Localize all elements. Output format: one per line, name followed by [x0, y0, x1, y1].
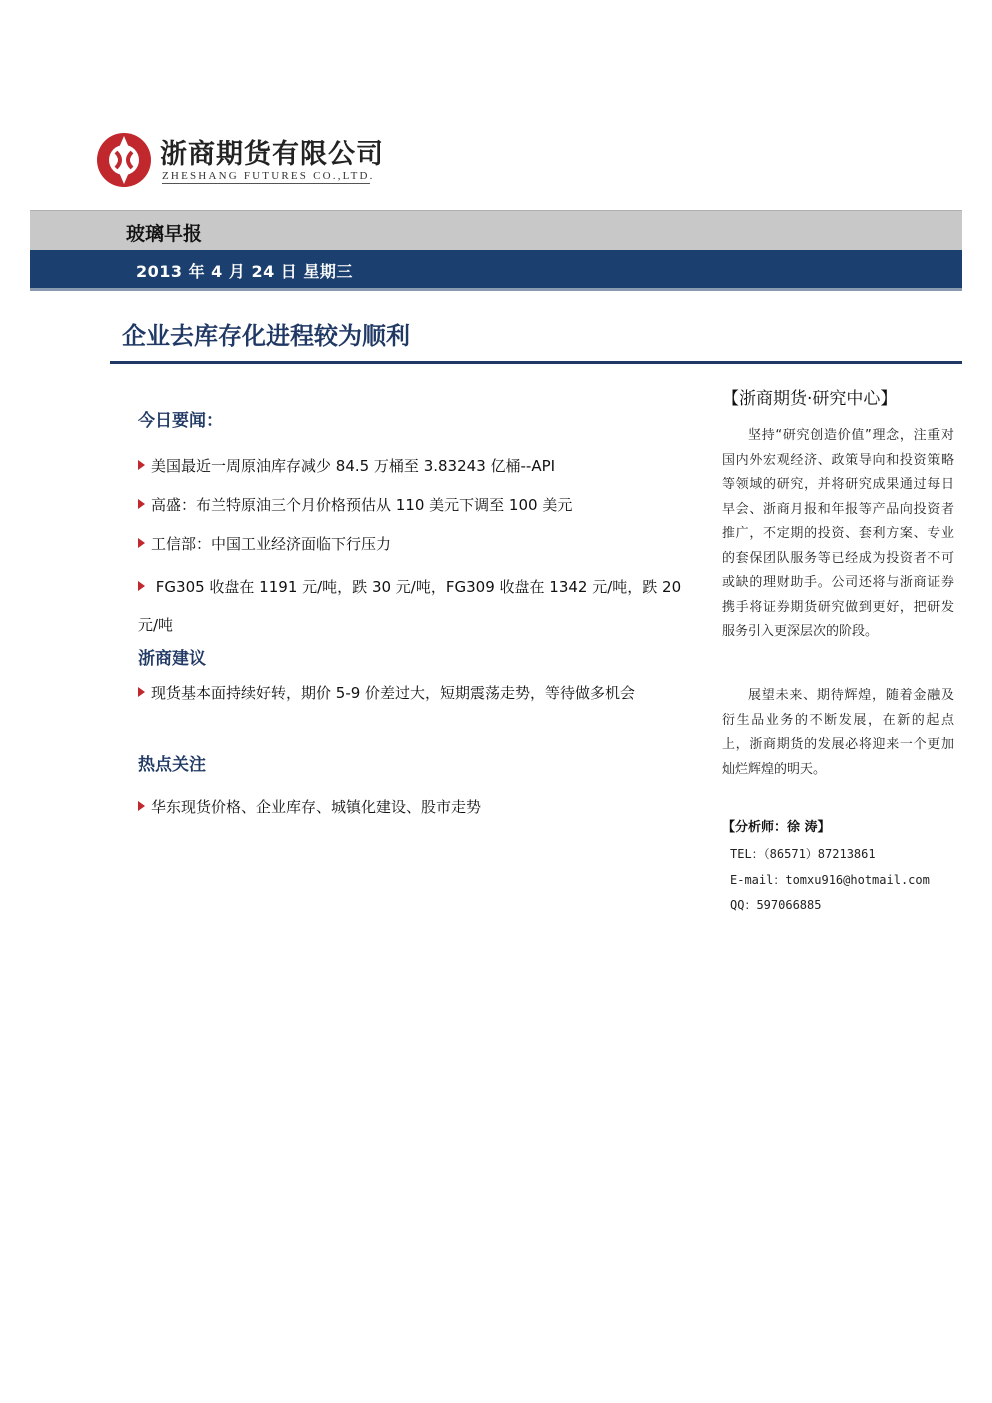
- bullet-arrow-icon: [138, 581, 145, 591]
- report-date-band: [30, 250, 962, 288]
- analyst-email[interactable]: E-mail：tomxu916@hotmail.com: [730, 873, 930, 887]
- news-item: 工信部：中国工业经济面临下行压力: [138, 529, 694, 559]
- logo-underline: [162, 183, 370, 184]
- bullet-arrow-icon: [138, 687, 145, 697]
- zheshang-logo-icon: [96, 132, 152, 188]
- company-name-en: ZHESHANG FUTURES CO.,LTD.: [162, 170, 375, 182]
- company-name-cn: 浙商期货有限公司: [160, 139, 384, 170]
- report-title: 玻璃早报: [126, 223, 203, 245]
- research-center-intro: 坚持“研究创造价值”理念，注重对国内外宏观经济、政策导向和投资策略等领域的研究，并将研究成果通过每日早会、浙商月报和年报等产品向投资者推广，不定期的投资、套利方案、专业的套保团队服务等已经成为投资者不可或缺的理财助手。公司还将与浙商证券携手将证券期货研究做到更好，把研发服务引入更深层次的阶段。: [722, 428, 954, 639]
- analyst-qq: QQ：597066885: [730, 898, 822, 912]
- focus-item: 华东现货价格、企业库存、城镇化建设、股市走势: [138, 792, 694, 822]
- bullet-arrow-icon: [138, 538, 145, 548]
- band-divider: [30, 288, 962, 291]
- advice-section-title: 浙商建议: [138, 649, 206, 669]
- analyst-tel: TEL：（86571）87213861: [730, 847, 876, 861]
- news-item: 美国最近一周原油库存减少 84.5 万桶至 3.83243 亿桶--API: [138, 451, 694, 481]
- report-date: 2013 年 4 月 24 日 星期三: [136, 262, 353, 281]
- analyst-name: 【分析师：徐 涛】: [722, 820, 831, 835]
- news-section-title: 今日要闻：: [138, 411, 223, 431]
- focus-section-title: 热点关注: [138, 755, 206, 775]
- headline-divider: [110, 361, 962, 364]
- bullet-arrow-icon: [138, 801, 145, 811]
- news-item: FG305 收盘在 1191 元/吨，跌 30 元/吨，FG309 收盘在 1342 元/吨，跌 20 元/吨: [138, 578, 682, 634]
- bullet-arrow-icon: [138, 460, 145, 470]
- advice-item: 现货基本面持续好转，期价 5-9 价差过大，短期震荡走势，等待做多机会: [138, 676, 694, 710]
- research-center-outlook: 展望未来、期待辉煌，随着金融及衍生品业务的不断发展，在新的起点上，浙商期货的发展必将迎来一个更加灿烂辉煌的明天。: [722, 688, 954, 777]
- research-center-heading: 【浙商期货·研究中心】: [722, 389, 898, 409]
- report-title-band: [30, 210, 962, 251]
- page-headline: 企业去库存化进程较为顺利: [122, 322, 410, 350]
- news-item: 高盛：布兰特原油三个月价格预估从 110 美元下调至 100 美元: [138, 490, 694, 520]
- company-logo: [96, 128, 386, 190]
- bullet-arrow-icon: [138, 499, 145, 509]
